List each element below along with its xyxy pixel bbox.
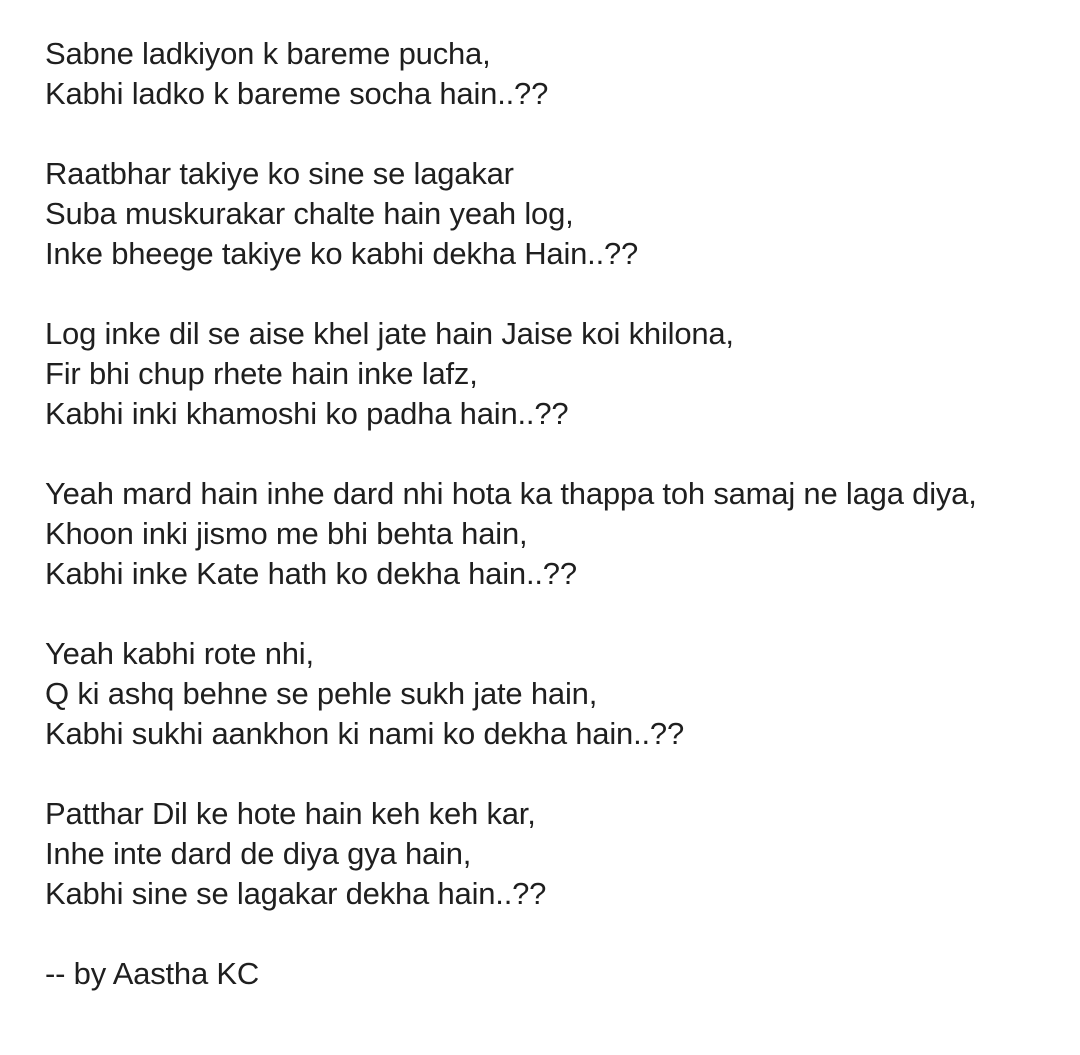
author-signature: -- by Aastha KC [45, 956, 260, 991]
poem-line: Yeah mard hain inhe dard nhi hota ka thappa toh samaj ne laga diya, [45, 476, 977, 511]
stanza-4 [45, 474, 1055, 594]
stanza-3 [45, 314, 1055, 434]
poem-line: Inke bheege takiye ko kabhi dekha Hain..?? [45, 236, 639, 271]
poem-line: Fir bhi chup rhete hain inke lafz, [45, 356, 478, 391]
poem-line: Yeah kabhi rote nhi, [45, 636, 314, 671]
stanza-5 [45, 634, 1055, 754]
poem-line: Kabhi sukhi aankhon ki nami ko dekha hain..?? [45, 716, 684, 751]
poem-line: Inhe inte dard de diya gya hain, [45, 836, 472, 871]
poem-line: Patthar Dil ke hote hain keh keh kar, [45, 796, 536, 831]
poem-line: Kabhi ladko k bareme socha hain..?? [45, 76, 549, 111]
poem-line: Kabhi inki khamoshi ko padha hain..?? [45, 396, 569, 431]
poem-line: Raatbhar takiye ko sine se lagakar [45, 156, 514, 191]
poem-line: Sabne ladkiyon k bareme pucha, [45, 36, 491, 71]
stanza-6 [45, 794, 1055, 914]
stanza-2 [45, 154, 1055, 274]
poem-line: Log inke dil se aise khel jate hain Jaise koi khilona, [45, 316, 734, 351]
note-body [45, 34, 1055, 994]
poem-line: Kabhi sine se lagakar dekha hain..?? [45, 876, 547, 911]
stanza-1 [45, 34, 1055, 114]
poem-line: Suba muskurakar chalte hain yeah log, [45, 196, 574, 231]
poem-line: Khoon inki jismo me bhi behta hain, [45, 516, 528, 551]
poem-line: Kabhi inke Kate hath ko dekha hain..?? [45, 556, 577, 591]
poem-line: Q ki ashq behne se pehle sukh jate hain, [45, 676, 598, 711]
